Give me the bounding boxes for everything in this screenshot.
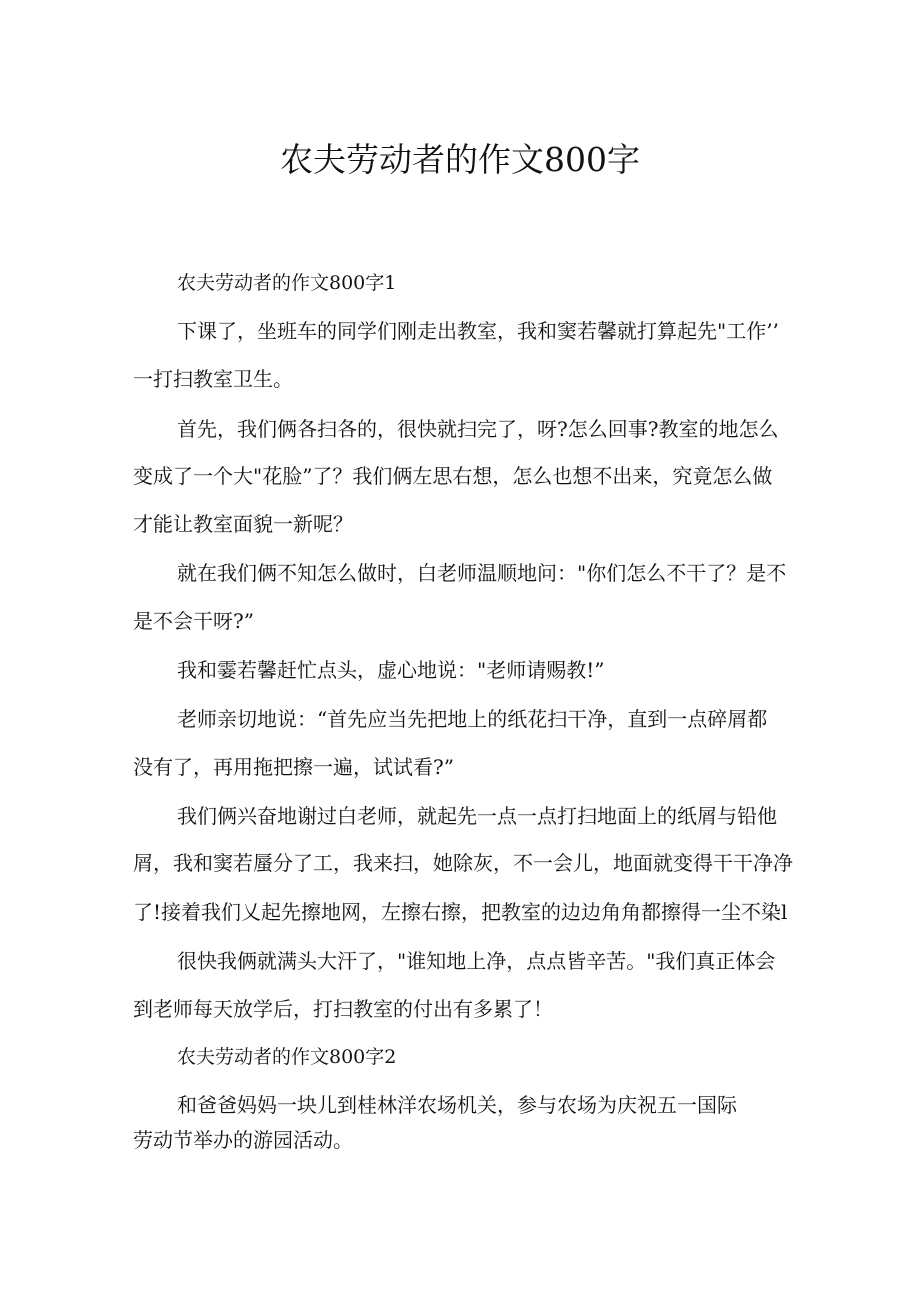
paragraph-line: 屑，我和窦若蜃分了工，我来扫，她除灰，不一会儿，地面就变得干干净净 — [133, 851, 793, 875]
paragraph-line: 劳动节举办的游园活动。 — [133, 1128, 353, 1152]
paragraph-line: 是不会干呀?” — [133, 609, 254, 633]
paragraph-line: 下课了，坐班车的同学们刚走出教室，我和窦若馨就打算起先"工作’’ — [177, 319, 779, 343]
section-heading-1: 农夫劳动者的作文800字1 — [177, 272, 397, 294]
paragraph-line: 我和霎若馨赶忙点头，虚心地说："老师请赐教!” — [177, 658, 605, 682]
section-heading-2: 农夫劳动者的作文800字2 — [177, 1046, 397, 1068]
paragraph-line: 一打扫教室卫生。 — [133, 367, 293, 391]
paragraph-line: 我们俩兴奋地谢过白老师，就起先一点一点打扫地面上的纸屑与铅他 — [177, 804, 777, 828]
paragraph-line: 了!接着我们乂起先擦地网，左擦右擦，把教室的边边角角都擦得一尘不染l — [133, 900, 788, 924]
paragraph-line: 和爸爸妈妈一块儿到桂林洋农场机关，参与农场为庆祝五一国际 — [177, 1093, 737, 1117]
paragraph-line: 就在我们俩不知怎么做时，白老师温顺地问："你们怎么不干了？是不 — [177, 561, 787, 585]
paragraph-line: 首先，我们俩各扫各的，很快就扫完了，呀?怎么回事?教室的地怎么 — [177, 417, 779, 441]
paragraph-line: 老师亲切地说：“首先应当先把地上的纸花扫干净，直到一点碎屑都 — [177, 707, 768, 731]
paragraph-line: 才能让教室面貌一新呢？ — [133, 512, 353, 536]
paragraph-line: 很快我俩就满头大汗了，"谁知地上净，点点皆辛苦。"我们真正体会 — [177, 949, 776, 973]
paragraph-line: 到老师每天放学后，打扫教室的付出有多累了！ — [133, 997, 553, 1021]
paragraph-line: 没有了，再用拖把擦一遍，试试看?” — [133, 755, 454, 779]
paragraph-line: 变成了一个大"花脸”了？我们俩左思右想，怎么也想不出来，究竟怎么做 — [133, 464, 773, 488]
document-title: 农夫劳动者的作文800字 — [280, 140, 640, 179]
